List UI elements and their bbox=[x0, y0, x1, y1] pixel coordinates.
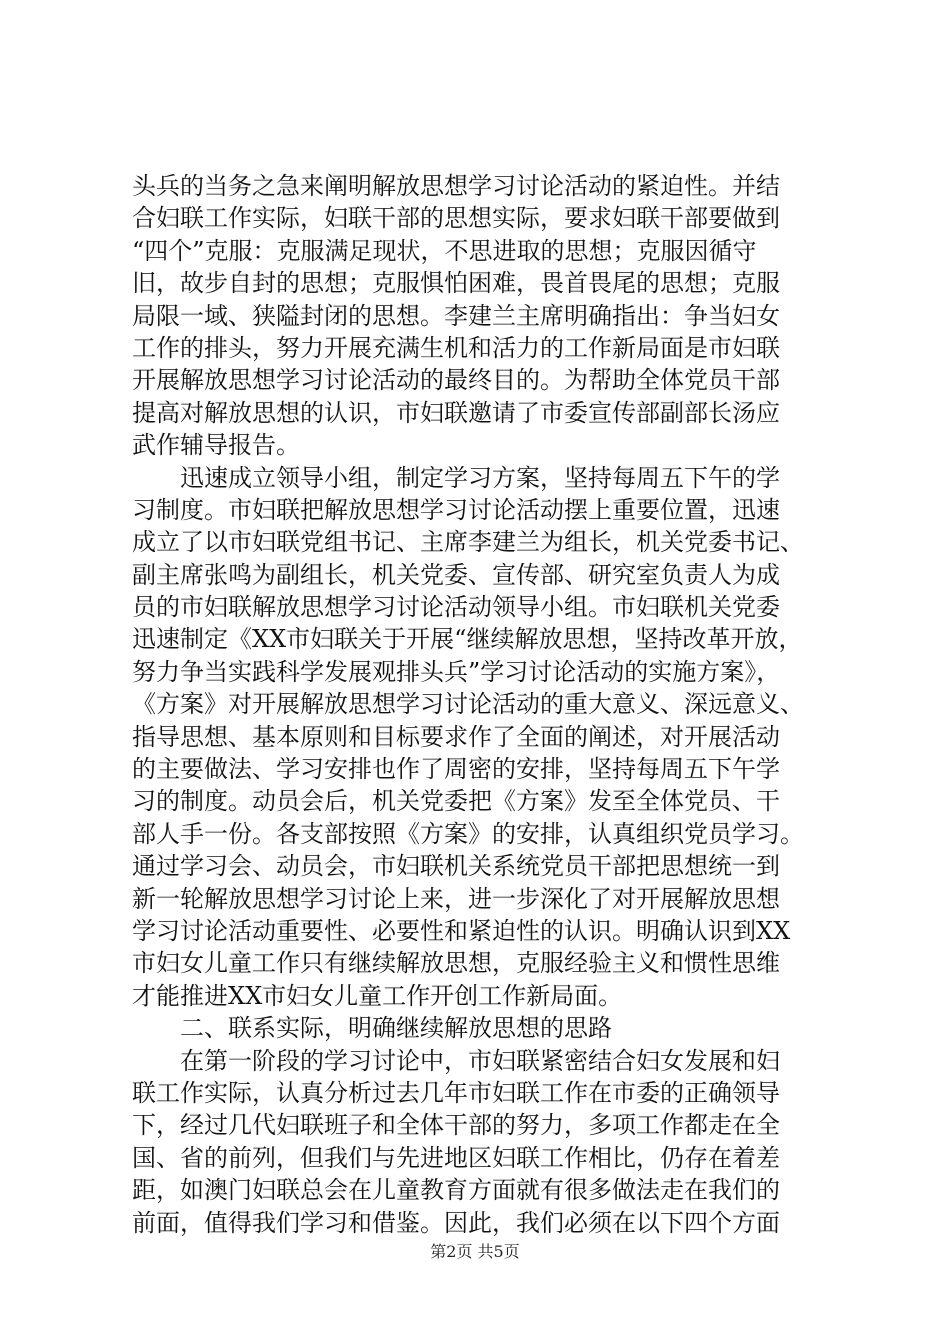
text-line: 成立了以市妇联党组书记、主席李建兰为组长，机关党委书记、 bbox=[132, 528, 804, 557]
text-line: 前面，值得我们学习和借鉴。因此，我们必须在以下四个方面 bbox=[132, 1208, 780, 1237]
text-line: 副主席张鸣为副组长，机关党委、宣传部、研究室负责人为成 bbox=[132, 560, 780, 589]
text-line: 习的制度。动员会后，机关党委把《方案》发至全体党员、干 bbox=[132, 787, 780, 816]
text-line: 《方案》对开展解放思想学习讨论活动的重大意义、深远意义、 bbox=[132, 690, 804, 719]
text-line: 员的市妇联解放思想学习讨论活动领导小组。市妇联机关党委 bbox=[132, 593, 780, 622]
text-line: 市妇女儿童工作只有继续解放思想，克服经验主义和惯性思维 bbox=[132, 949, 780, 978]
paragraph-first-line: 迅速成立领导小组，制定学习方案，坚持每周五下午的学 bbox=[180, 463, 780, 492]
text-line: 努力争当实践科学发展观排头兵”学习讨论活动的实施方案》， bbox=[132, 657, 781, 686]
text-line: 学习讨论活动重要性、必要性和紧迫性的认识。明确认识到XX bbox=[132, 916, 791, 945]
text-line: “四个”克服：克服满足现状，不思进取的思想；克服因循守 bbox=[132, 236, 757, 265]
text-line: 新一轮解放思想学习讨论上来，进一步深化了对开展解放思想 bbox=[132, 884, 780, 913]
text-line: 通过学习会、动员会，市妇联机关系统党员干部把思想统一到 bbox=[132, 852, 780, 881]
text-line: 合妇联工作实际，妇联干部的思想实际，要求妇联干部要做到 bbox=[132, 204, 780, 233]
text-line: 头兵的当务之急来阐明解放思想学习讨论活动的紧迫性。并结 bbox=[132, 172, 780, 200]
text-line: 距，如澳门妇联总会在儿童教育方面就有很多做法走在我们的 bbox=[132, 1176, 780, 1205]
page-footer bbox=[0, 1242, 950, 1262]
text-line: 旧，故步自封的思想；克服惧怕困难，畏首畏尾的思想；克服 bbox=[132, 269, 780, 298]
text-line: 提高对解放思想的认识，市妇联邀请了市委宣传部副部长汤应 bbox=[132, 398, 780, 427]
text-line: 习制度。市妇联把解放思想学习讨论活动摆上重要位置，迅速 bbox=[132, 495, 780, 524]
text-line: 工作的排头，努力开展充满生机和活力的工作新局面是市妇联 bbox=[132, 333, 780, 362]
text-line: 武作辅导报告。 bbox=[132, 431, 300, 460]
text-line: 部人手一份。各支部按照《方案》的安排，认真组织党员学习。 bbox=[132, 819, 804, 848]
text-line: 才能推进XX市妇女儿童工作开创工作新局面。 bbox=[132, 981, 623, 1010]
document-body bbox=[132, 170, 832, 1239]
section-heading: 二、联系实际，明确继续解放思想的思路 bbox=[180, 1014, 612, 1043]
page-number: 第2页 共5页 bbox=[430, 1242, 520, 1261]
text-line: 局限一域、狭隘封闭的思想。李建兰主席明确指出：争当妇女 bbox=[132, 301, 780, 330]
text-line: 国、省的前列，但我们与先进地区妇联工作相比，仍存在着差 bbox=[132, 1143, 780, 1172]
paragraph-first-line: 在第一阶段的学习讨论中，市妇联紧密结合妇女发展和妇 bbox=[180, 1046, 780, 1075]
text-line: 的主要做法、学习安排也作了周密的安排，坚持每周五下午学 bbox=[132, 755, 780, 784]
text-line: 指导思想、基本原则和目标要求作了全面的阐述，对开展活动 bbox=[132, 722, 780, 751]
text-line: 联工作实际，认真分析过去几年市妇联工作在市委的正确领导 bbox=[132, 1078, 780, 1107]
text-line: 开展解放思想学习讨论活动的最终目的。为帮助全体党员干部 bbox=[132, 366, 780, 395]
text-line: 迅速制定《XX市妇联关于开展“继续解放思想，坚持改革开放， bbox=[132, 625, 803, 654]
text-line: 下，经过几代妇联班子和全体干部的努力，多项工作都走在全 bbox=[132, 1111, 780, 1140]
